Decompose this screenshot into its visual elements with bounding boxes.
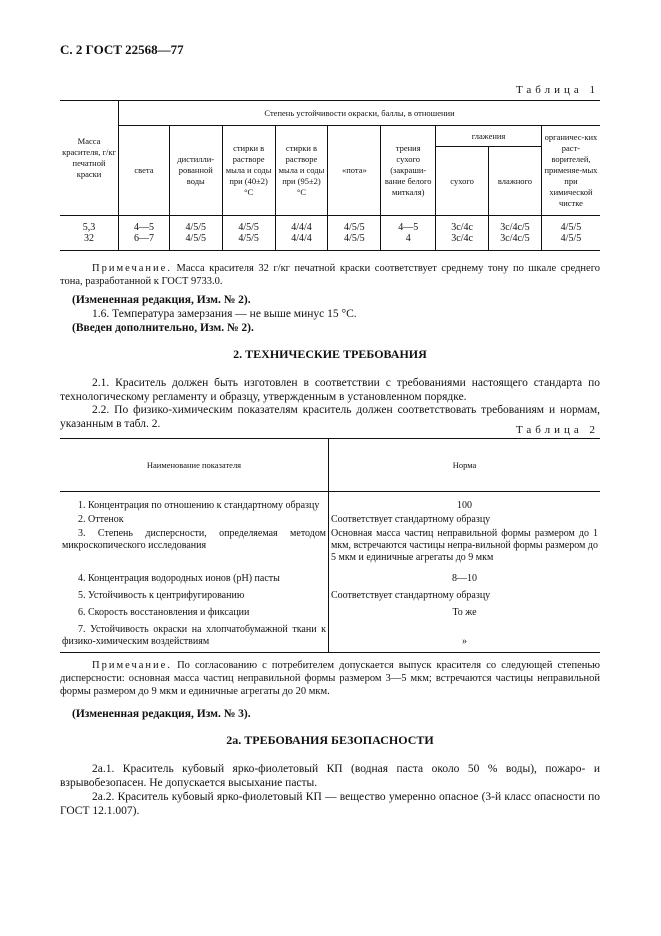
added-note-2: (Введен дополнительно, Изм. № 2). — [72, 322, 254, 334]
col-wash40-header: стирки в растворе мыла и соды при (40±2) °C — [222, 126, 275, 216]
table-row: 32 6—7 4/5/5 4/5/5 4/4/4 4/5/5 4 3с/4с 3с/4с/5 4/5/5 — [60, 233, 600, 251]
table-row: 2. Оттенок Соответствует стандартному образцу — [60, 513, 600, 527]
table-row: 3. Степень дисперсности, определяемая методом микроскопического исследования Основная масса частиц неправильной формы размером до 1 мкм, встречаются частицы непра-вильной формы размером до 5 мкм и единичные агрегаты до 9 мкм — [62, 528, 598, 563]
col-mass-header: Масса красителя, г/кг печатной краски — [60, 101, 119, 216]
col-iron-header: глажения — [436, 126, 542, 147]
table-1 — [60, 100, 600, 251]
section-2a-title: 2а. ТРЕБОВАНИЯ БЕЗОПАСНОСТИ — [226, 733, 434, 747]
col-name-header: Наименование показателя — [60, 439, 329, 492]
col-dist-header: дистилли-рованной воды — [169, 126, 222, 216]
paragraph-2a-2: 2а.2. Краситель кубовый ярко-фиолетовый КП — вещество умеренно опасное (3-й класс опасности по ГОСТ 12.1.007). — [60, 791, 600, 817]
table-row: 6. Скорость восстановления и фиксации То же — [60, 603, 600, 620]
table-row: 1. Концентрация по отношению к стандартному образцу 100 — [60, 492, 600, 514]
col-iron-dry-header: сухого — [436, 147, 489, 216]
paragraph-2a-1: 2а.1. Краситель кубовый ярко-фиолетовый КП (водная паста около 50 % воды), пожаро- и взрывобезопасен. Не допускается высыхание пасты. — [60, 763, 600, 789]
paragraph-2-2: 2.2. По физико-химическим показателям краситель должен соответствовать требованиям и нормам, указанным в табл. 2. — [60, 404, 600, 430]
table-row: 5. Устойчивость к центрифугированию Соответствует стандартному образцу — [60, 586, 600, 603]
edit-note-3: (Измененная редакция, Изм. № 3). — [72, 708, 251, 720]
paragraph-2-1: 2.1. Краситель должен быть изготовлен в соответствии с требованиями настоящего стандарта по технологическому регламенту и образцу, утвержденным в установленном порядке. — [60, 377, 600, 403]
col-wash95-header: стирки в растворе мыла и соды при (95±2) °C — [275, 126, 328, 216]
table1-caption: Таблица 1 — [515, 84, 599, 96]
col-sweat-header: «пота» — [328, 126, 381, 216]
col-light-header: света — [119, 126, 170, 216]
group-header: Степень устойчивости окраски, баллы, в отношении — [119, 101, 600, 126]
col-iron-wet-header: влажного — [489, 147, 542, 216]
col-norm-header: Норма — [329, 439, 601, 492]
section-2-title: 2. ТЕХНИЧЕСКИЕ ТРЕБОВАНИЯ — [233, 347, 427, 361]
table-row: 5,3 4—5 4/5/5 4/5/5 4/4/4 4/5/5 4—5 3с/4с 3с/4с/5 4/5/5 — [60, 216, 600, 234]
page-header: С. 2 ГОСТ 22568—77 — [60, 42, 184, 57]
table-2 — [60, 438, 600, 653]
table-row: 4. Концентрация водородных ионов (рН) пасты 8—10 — [60, 565, 600, 586]
paragraph-1-6: 1.6. Температура замерзания — не выше минус 15 °С. — [92, 308, 357, 320]
table2-caption: Таблица 2 — [515, 424, 599, 436]
table2-note: Примечание. По согласованию с потребителем допускается выпуск красителя со следующей степенью дисперсности: основная масса частиц неправильной формы размером 3—5 мкм; встречаются частицы неправильной формы размером до 9 мкм и единичные агрегаты до 20 мкм. — [60, 660, 600, 697]
col-org-header: органичес-ких раст-ворителей, применяе-мых при химической чистке — [541, 126, 600, 216]
col-rub-header: трения сухого (закраши-вание белого миткаля) — [381, 126, 436, 216]
table-row: 7. Устойчивость окраски на хлопчатобумажной ткани к физико-химическим воздействиям » — [60, 620, 600, 653]
table1-note: Примечание. Масса красителя 32 г/кг печатной краски соответствует среднему тону по шкале среднего тона, разработанной к ГОСТ 9733.0. — [60, 263, 601, 287]
edit-note-2: (Измененная редакция, Изм. № 2). — [72, 294, 251, 306]
